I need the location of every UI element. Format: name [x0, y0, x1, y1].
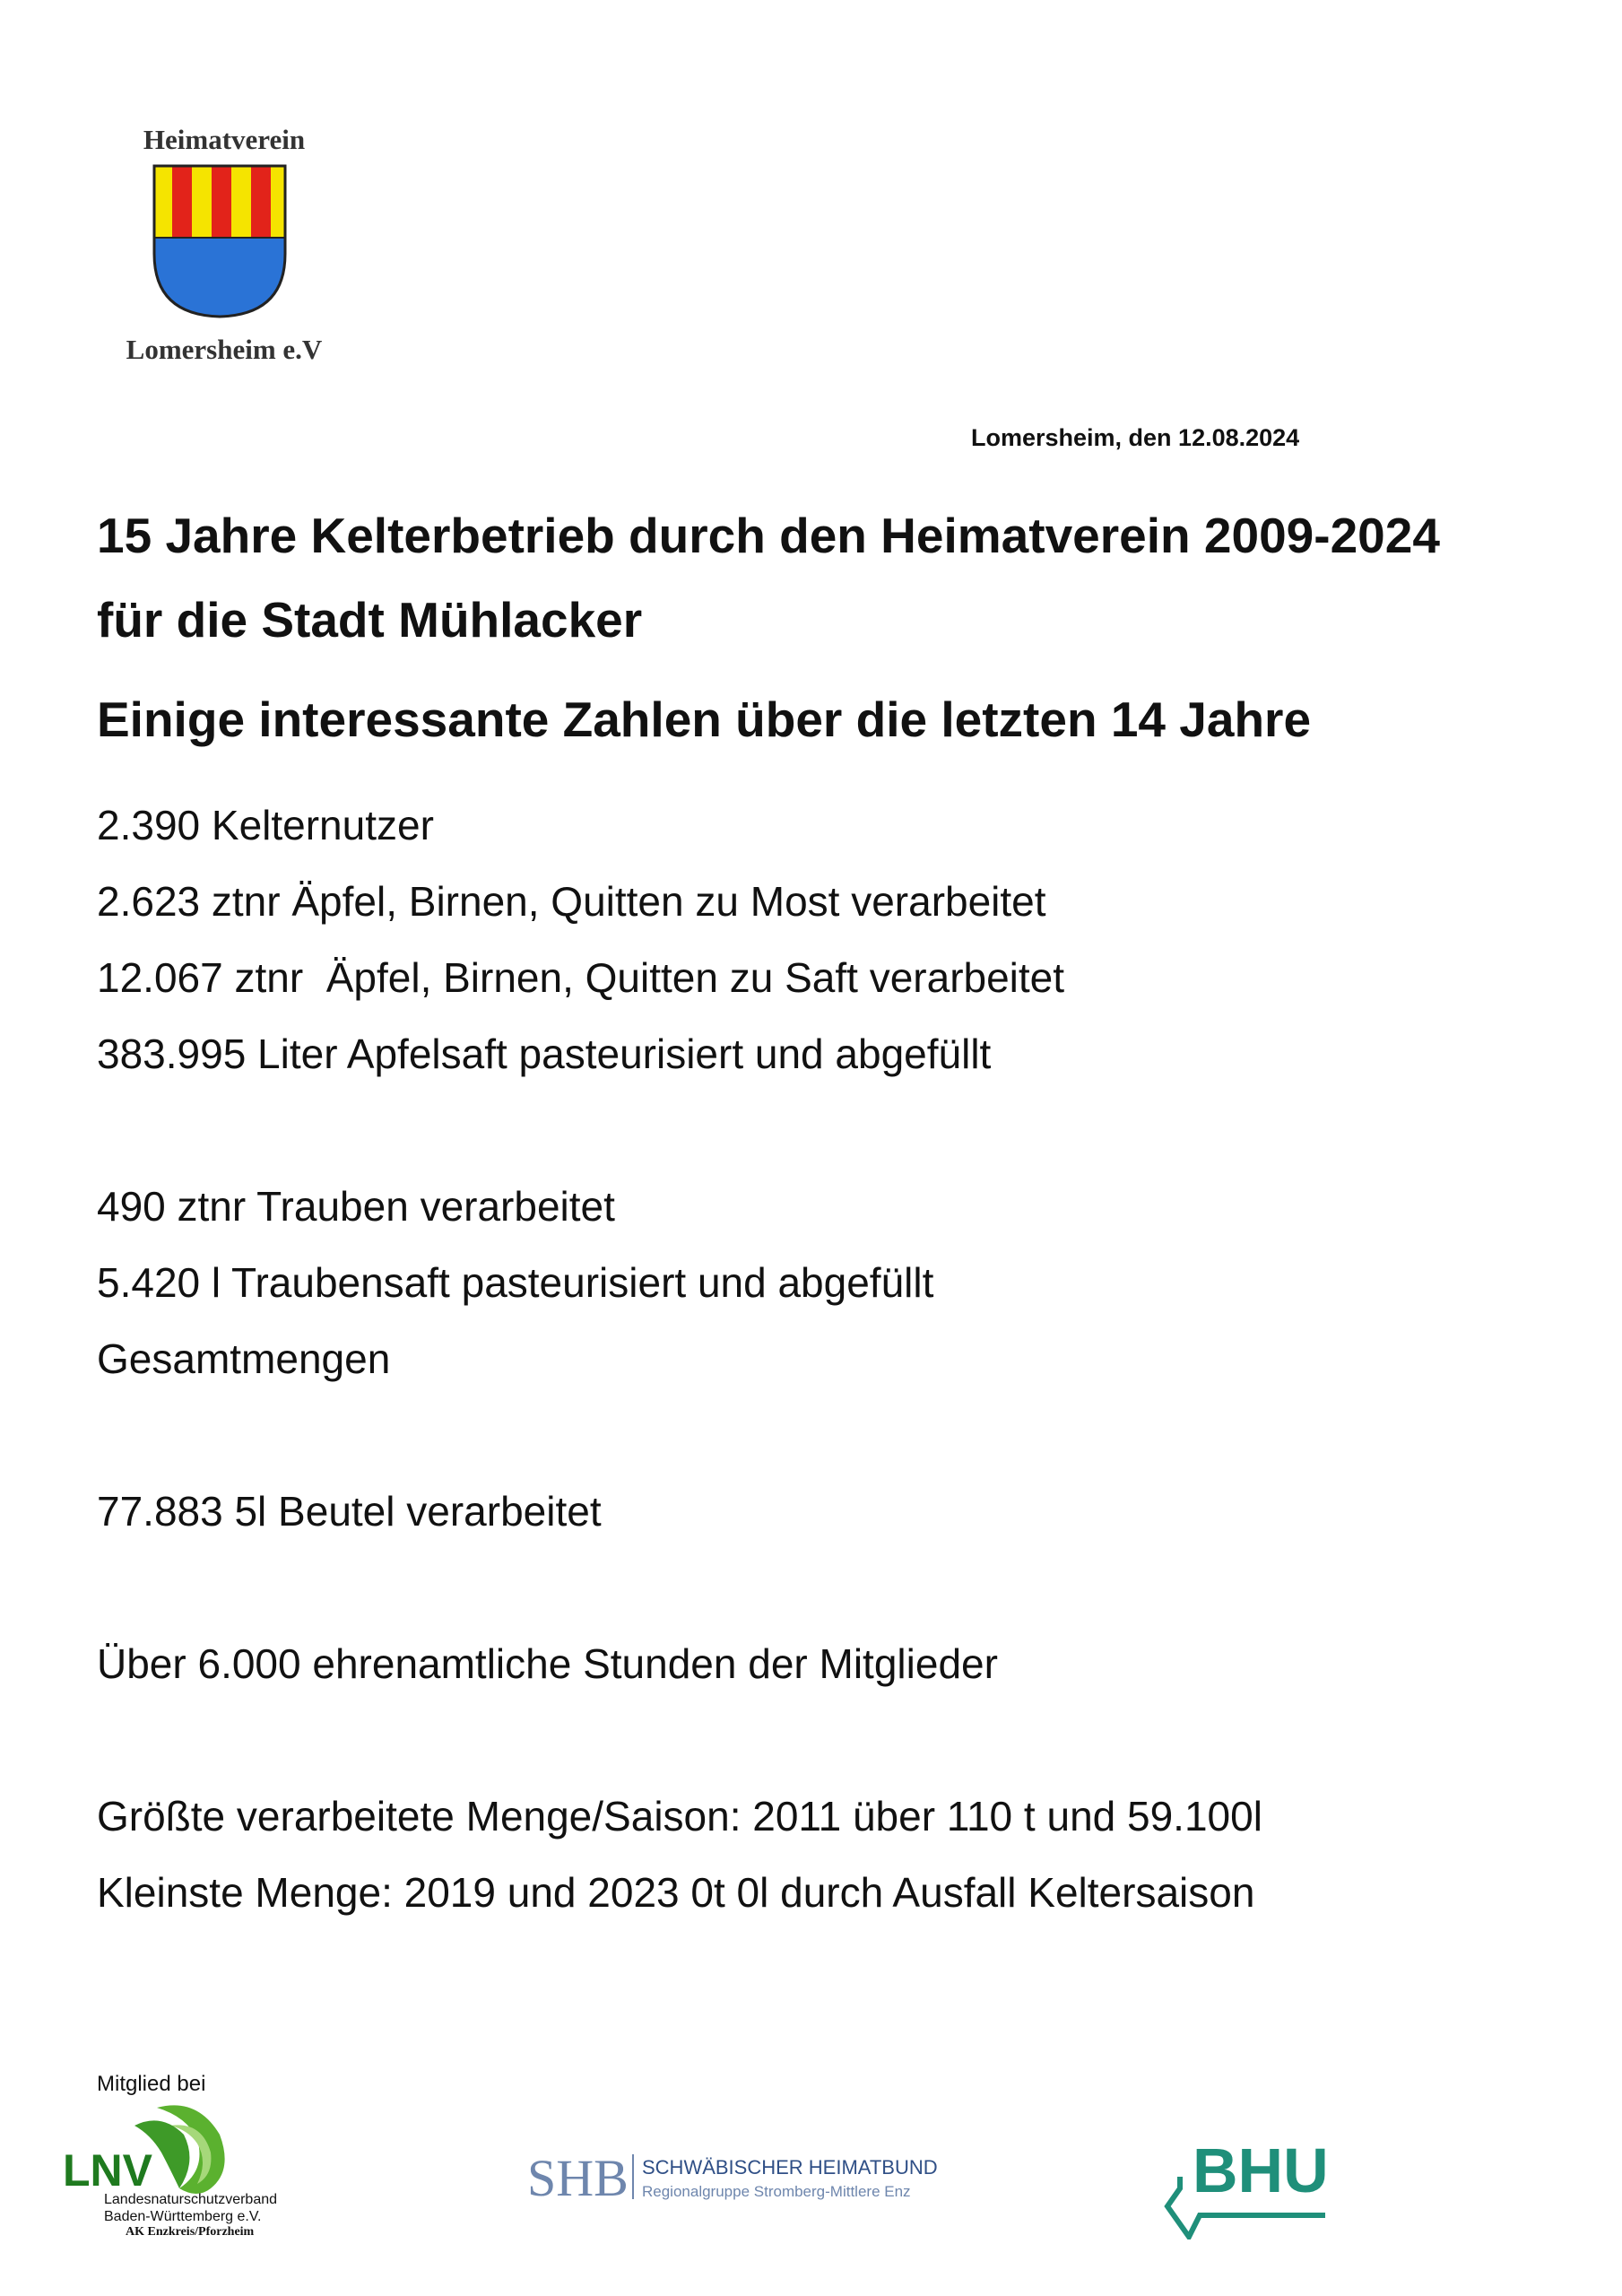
shb-line-1: SCHWÄBISCHER HEIMATBUND	[642, 2156, 938, 2179]
stat-line: 2.623 ztnr Äpfel, Birnen, Quitten zu Most verarbeitet	[97, 878, 1046, 925]
org-name-top: Heimatverein	[143, 124, 306, 155]
stat-line: 383.995 Liter Apfelsaft pasteurisiert und abgefüllt	[97, 1031, 992, 1077]
stat-line: 490 ztnr Trauben verarbeitet	[97, 1183, 615, 1230]
stat-line: 2.390 Kelternutzer	[97, 802, 434, 848]
member-label: Mitglied bei	[97, 2072, 206, 2096]
shb-line-2: Regionalgruppe Stromberg-Mittlere Enz	[642, 2183, 911, 2200]
lnv-line-3: AK Enzkreis/Pforzheim	[126, 2225, 255, 2239]
bhu-logo	[1164, 2127, 1334, 2239]
shb-logo-text: SHB	[527, 2149, 629, 2207]
stat-line: 12.067 ztnr Äpfel, Birnen, Quitten zu Saft verarbeitet	[97, 954, 1065, 1001]
stat-line: 77.883 5l Beutel verarbeitet	[97, 1488, 602, 1535]
stat-line: Größte verarbeitete Menge/Saison: 2011 über 110 t und 59.100l	[97, 1793, 1262, 1839]
stat-line: 5.420 l Traubensaft pasteurisiert und abgefüllt	[97, 1259, 934, 1306]
date-line: Lomersheim, den 12.08.2024	[971, 424, 1300, 451]
shb-logo	[527, 2145, 940, 2208]
document-subtitle: Einige interessante Zahlen über die letzten 14 Jahre	[97, 691, 1312, 747]
lnv-text	[104, 2191, 277, 2225]
heimatverein-crest-logo	[152, 164, 287, 318]
org-name-bottom: Lomersheim e.V	[126, 334, 323, 365]
document-title: 15 Jahre Kelterbetrieb durch den Heimatverein 2009-2024 für die Stadt Mühlacker	[97, 508, 1440, 648]
stat-line: Kleinste Menge: 2019 und 2023 0t 0l durch Ausfall Keltersaison	[97, 1869, 1255, 1916]
lnv-line-2: Baden-Württemberg e.V.	[104, 2209, 262, 2224]
lnv-logo-text: LNV	[63, 2145, 152, 2196]
stat-line: Über 6.000 ehrenamtliche Stunden der Mitglieder	[97, 1640, 998, 1687]
bhu-logo-text: BHU	[1193, 2135, 1329, 2205]
lnv-line-1: Landesnaturschutzverband	[104, 2192, 278, 2207]
stat-line: Gesamtmengen	[97, 1335, 391, 1382]
